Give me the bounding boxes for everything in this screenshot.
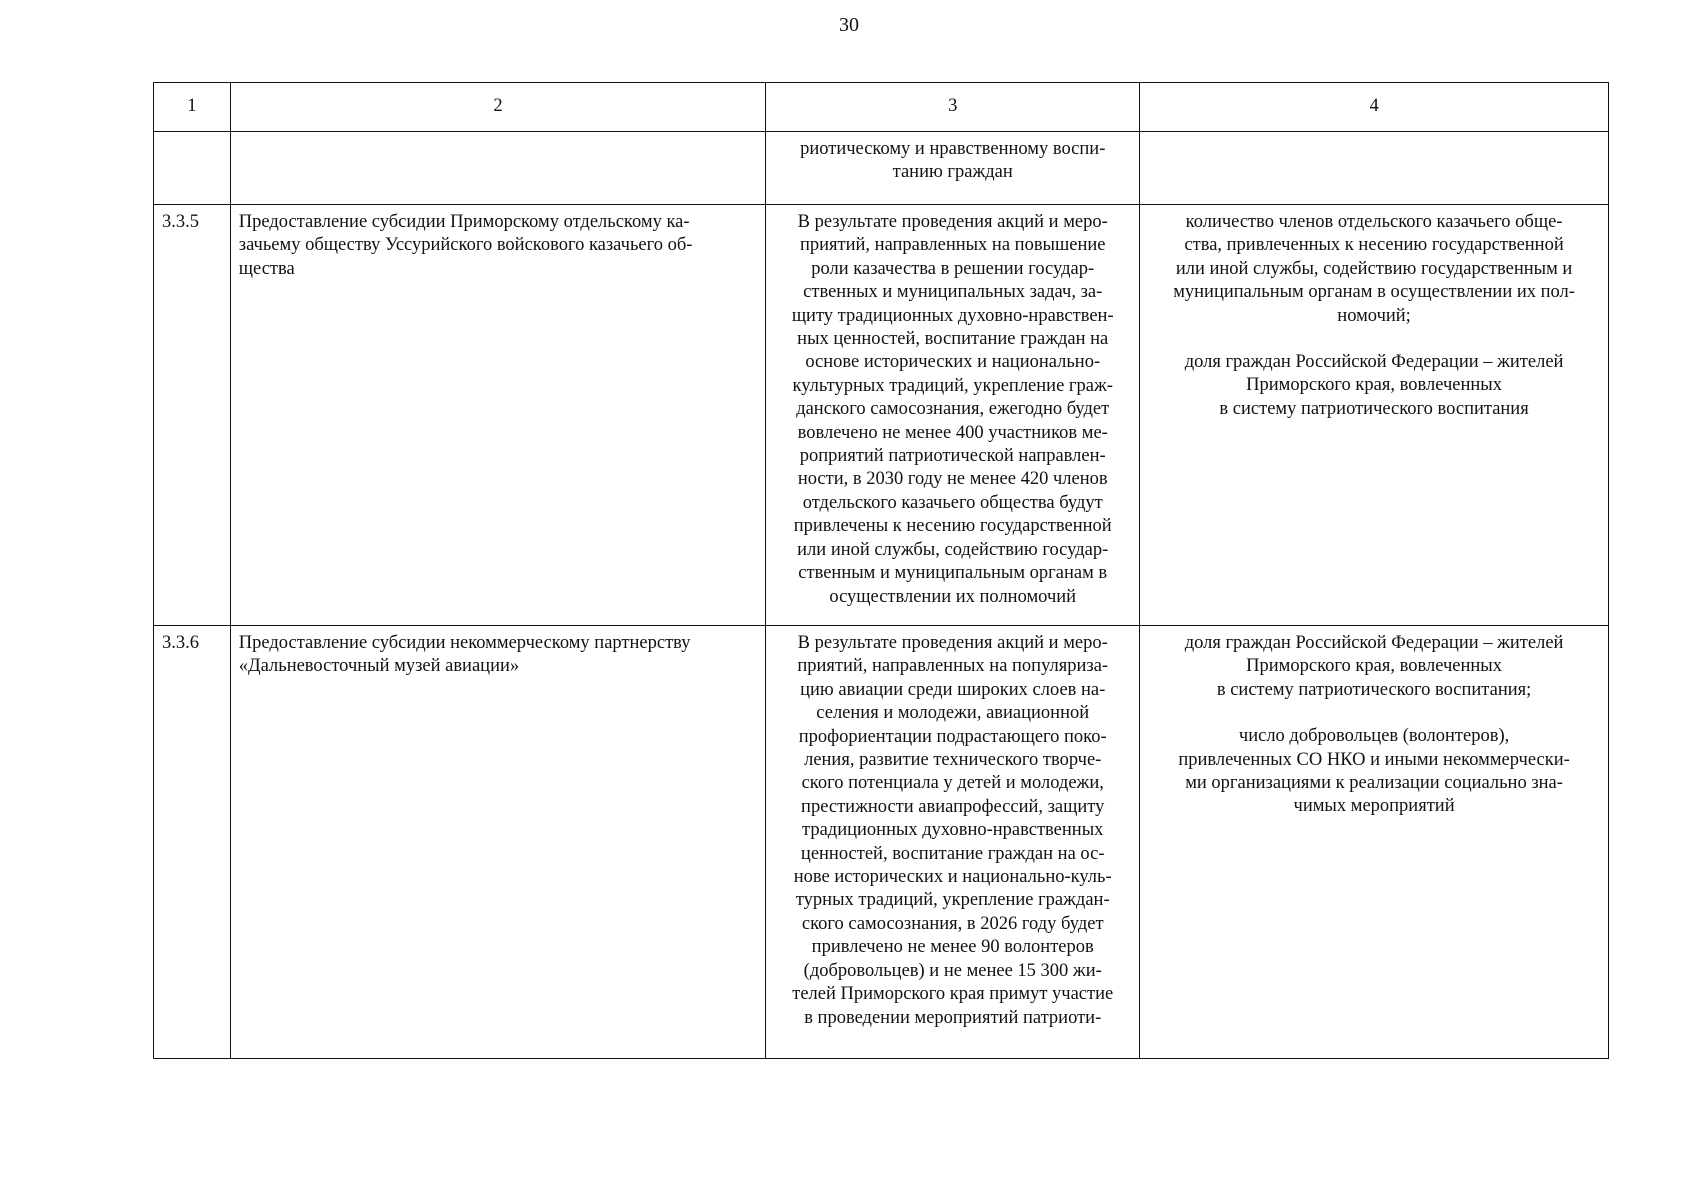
cell-indicators: [1140, 626, 1609, 1059]
indicator-text: количество членов отдельского казачьего обще- ства, привлеченных к несению государственной или иной службы, содействию государственным и муниципальным органам в осуществлении их пол- номочий;: [1173, 212, 1575, 326]
continuation-row: [154, 132, 1609, 205]
cell-empty: [154, 132, 231, 205]
paragraph-gap: [1148, 328, 1600, 351]
table-row: [154, 626, 1609, 1059]
table-row: [154, 205, 1609, 626]
cell-result: [766, 626, 1140, 1059]
cell-number: 3.3.5: [154, 205, 231, 626]
table-header-row: [154, 83, 1609, 132]
page-number: 30: [839, 14, 859, 36]
cell-indicators: [1140, 205, 1609, 626]
indicator-text: доля граждан Российской Федерации – жителей Приморского края, вовлеченных в систему патриотического воспитания;: [1184, 633, 1564, 700]
indicator-text: число добровольцев (волонтеров), привлеченных СО НКО и иными некоммерчески- ми организациями к реализации социально зна- чимых мероприятий: [1178, 726, 1570, 817]
paragraph-gap: [1148, 702, 1600, 725]
cell-result: [766, 205, 1140, 626]
name-text: Предоставление субсидии некоммерческому партнерству «Дальневосточный музей авиации»: [238, 633, 691, 677]
header-col-2: 2: [230, 83, 766, 132]
cell-result-continuation: [766, 132, 1140, 205]
measures-table: [153, 82, 1609, 1059]
indicator-text: доля граждан Российской Федерации – жителей Приморского края, вовлеченных в систему патриотического воспитания: [1184, 352, 1564, 419]
cell-number: 3.3.6: [154, 626, 231, 1059]
result-text: риотическому и нравственному воспи- танию граждан: [800, 139, 1106, 183]
header-col-1: 1: [154, 83, 231, 132]
cell-name: [230, 205, 766, 626]
name-text: Предоставление субсидии Приморскому отдельскому ка- зачьему обществу Уссурийского войскового казачьего об- щества: [238, 212, 693, 279]
cell-empty: [230, 132, 766, 205]
cell-name: [230, 626, 766, 1059]
cell-empty: [1140, 132, 1609, 205]
result-text: В результате проведения акций и меро- приятий, направленных на повышение роли казачества в решении государ- ственных и муниципальных задач, за- щиту традиционных духовно-нравствен- ных ценностей, воспитание граждан на основе исторических и национально- культурных традиций, укрепление граж- данского самосознания, ежегодно будет вовлечено не менее 400 участников ме- роприятий патриотической направлен- ности, в 2030 году не менее 420 членов отдельского казачьего общества будут привлечены к несению государственной или иной службы, содействию государ- ственным и муниципальным органам в осуществлении их полномочий: [791, 212, 1114, 607]
header-col-3: 3: [766, 83, 1140, 132]
header-col-4: 4: [1140, 83, 1609, 132]
result-text: В результате проведения акций и меро- приятий, направленных на популяриза- цию авиации среди широких слоев на- селения и молодежи, авиационной профориентации подрастающего поко- ления, развитие технического творче- ского потенциала у детей и молодежи, престижности авиапрофессий, защиту традиционных духовно-нравственных ценностей, воспитание граждан на ос- нове исторических и национально-куль- турных традиций, укрепление граждан- ского самосознания, в 2026 году будет привлечено не менее 90 волонтеров (добровольцев) и не менее 15 300 жи- телей Приморского края примут участие в проведении мероприятий патриоти-: [792, 633, 1114, 1028]
